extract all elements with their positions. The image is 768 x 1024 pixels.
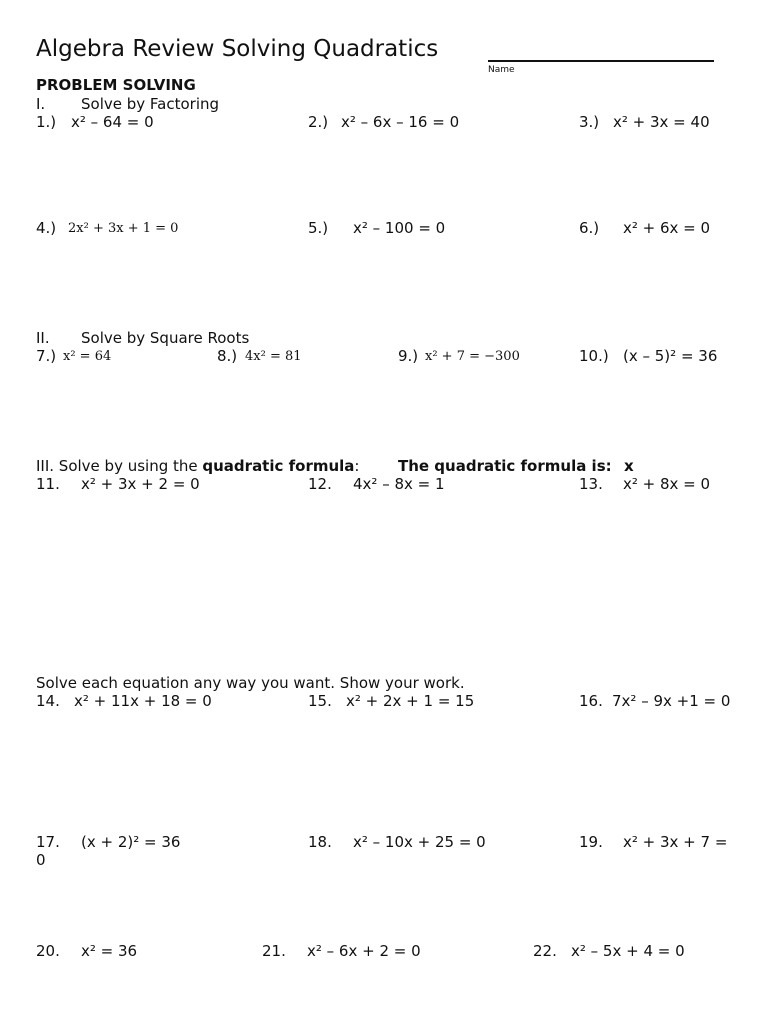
problem-equation: x² + 3x + 2 = 0: [81, 475, 200, 493]
problem-number: 18.: [308, 833, 332, 851]
problem-equation: 2x² + 3x + 1 = 0: [68, 221, 179, 236]
problem-number: 6.): [579, 219, 600, 237]
problem-number: 14.: [36, 692, 60, 710]
problem-equation: x² + 3x + 7 =: [623, 833, 728, 851]
problem-number: 15.: [308, 692, 332, 710]
problem-number: 2.): [308, 113, 329, 131]
problem-number: 12.: [308, 475, 332, 493]
formula-x: x: [624, 457, 634, 475]
name-label: Name: [488, 65, 515, 75]
problem-number: 16.: [579, 692, 603, 710]
problem-equation: (x + 2)² = 36: [81, 833, 181, 851]
problem-number: 17.: [36, 833, 60, 851]
problem-number: 5.): [308, 219, 329, 237]
problem-equation: 4x² = 81: [245, 349, 302, 364]
problem-equation: 7x² – 9x +1 = 0: [612, 692, 731, 710]
problem-number: 4.): [36, 219, 57, 237]
section-2-number: II.: [36, 329, 50, 347]
problem-number: 1.): [36, 113, 57, 131]
problem-number: 8.): [217, 347, 238, 365]
section-1-label: Solve by Factoring: [81, 95, 220, 113]
section-3-instruction: III. Solve by using the quadratic formula:: [36, 457, 360, 475]
problem-number: 7.): [36, 347, 57, 365]
problem-equation: x² – 64 = 0: [71, 113, 154, 131]
problem-number: 22.: [533, 942, 557, 960]
problem-number: 9.): [398, 347, 419, 365]
problem-equation: x² – 5x + 4 = 0: [571, 942, 685, 960]
problem-equation: x² = 64: [63, 349, 112, 364]
problem-number: 20.: [36, 942, 60, 960]
problem-equation: x² – 100 = 0: [353, 219, 446, 237]
problem-number: 11.: [36, 475, 60, 493]
section-2-label: Solve by Square Roots: [81, 329, 250, 347]
problem-equation: x² = 36: [81, 942, 138, 960]
page-title: Algebra Review Solving Quadratics: [36, 36, 439, 62]
problem-equation: x² + 11x + 18 = 0: [74, 692, 212, 710]
section-4-instruction: Solve each equation any way you want. Show your work.: [36, 674, 465, 692]
formula-label: The quadratic formula is:: [398, 457, 612, 475]
problem-equation: x² + 2x + 1 = 15: [346, 692, 475, 710]
problem-equation: x² + 3x = 40: [613, 113, 710, 131]
problem-equation-wrap: 0: [36, 851, 46, 869]
problem-equation: x² + 6x = 0: [623, 219, 711, 237]
problem-number: 3.): [579, 113, 600, 131]
section-1-number: I.: [36, 95, 46, 113]
problem-number: 19.: [579, 833, 603, 851]
problem-equation: (x – 5)² = 36: [623, 347, 718, 365]
problem-equation: x² + 7 = −300: [425, 349, 520, 364]
problem-equation: 4x² – 8x = 1: [353, 475, 445, 493]
problem-equation: x² – 6x – 16 = 0: [341, 113, 460, 131]
problem-equation: x² – 6x + 2 = 0: [307, 942, 421, 960]
problem-equation: x² – 10x + 25 = 0: [353, 833, 486, 851]
problem-equation: x² + 8x = 0: [623, 475, 711, 493]
problem-number: 21.: [262, 942, 286, 960]
problem-number: 10.): [579, 347, 609, 365]
section-heading: PROBLEM SOLVING: [36, 76, 196, 94]
name-line: [488, 60, 714, 62]
problem-number: 13.: [579, 475, 603, 493]
